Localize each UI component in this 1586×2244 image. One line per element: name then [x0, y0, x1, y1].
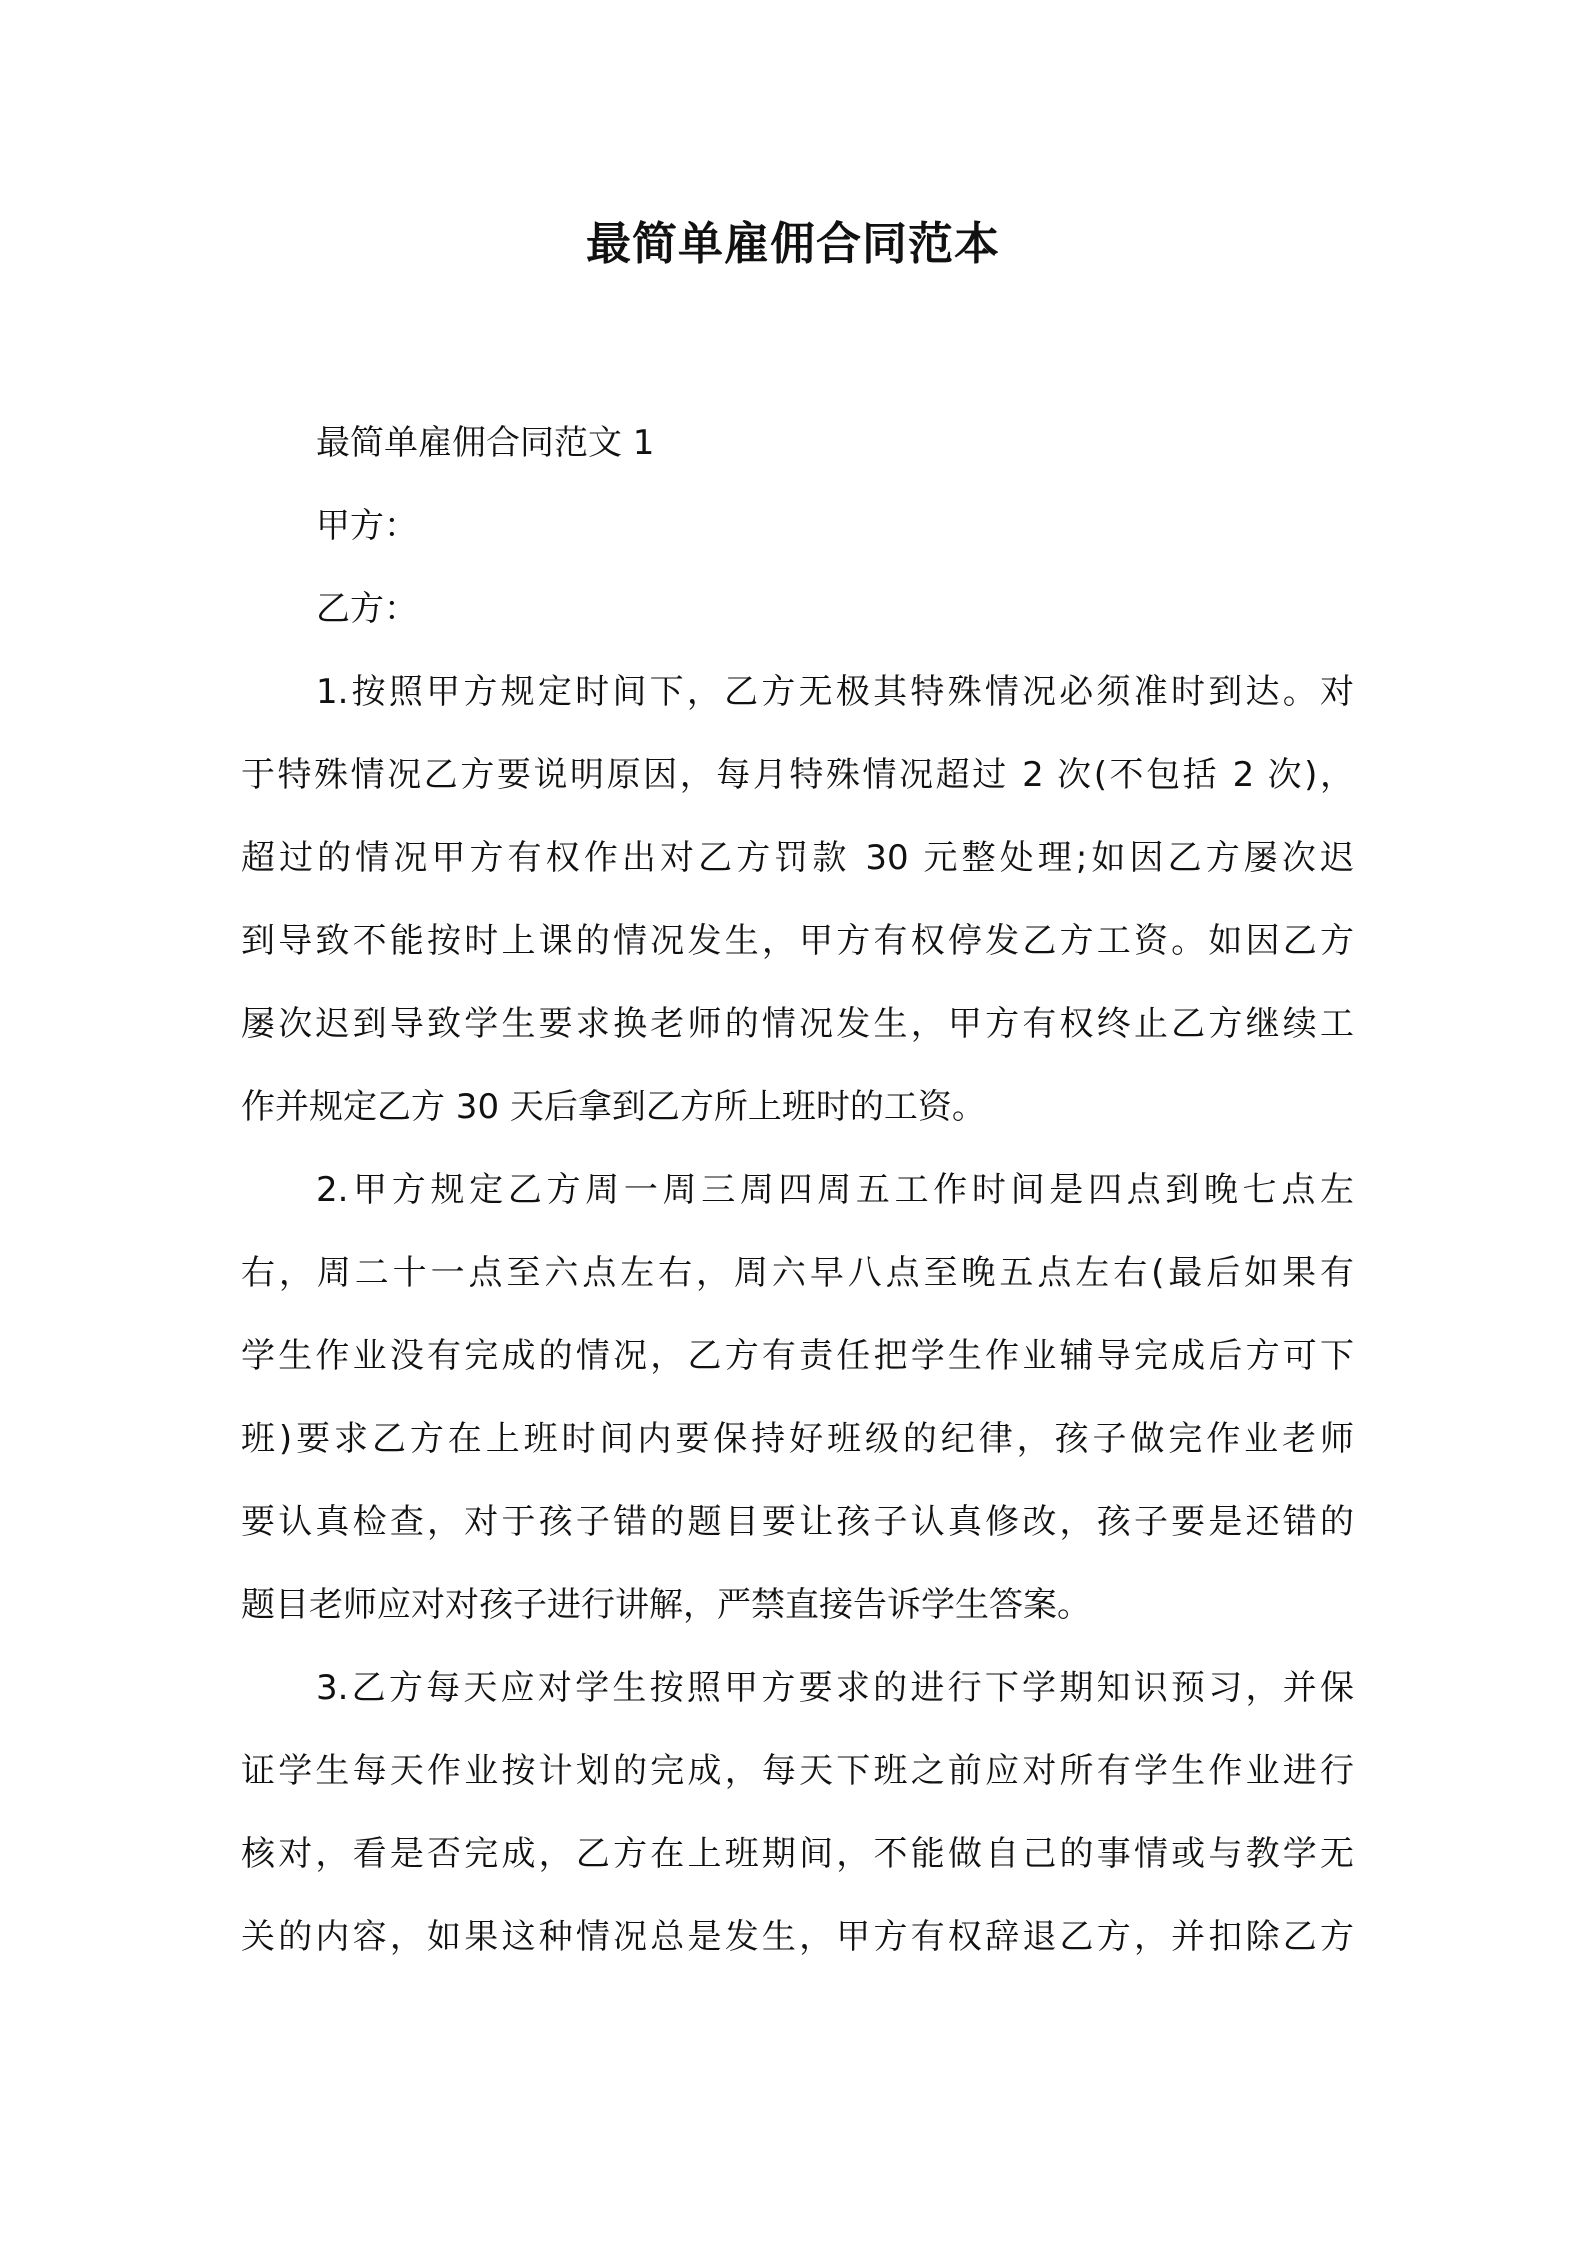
- clause-3-line: 证学生每天作业按计划的完成，每天下班之前应对所有学生作业进行: [241, 1751, 1354, 1791]
- clause-1-line: 作并规定乙方 30 天后拿到乙方所上班时的工资。: [241, 1087, 986, 1127]
- party-a-label: 甲方：: [316, 506, 418, 546]
- clause-3-line: 3.乙方每天应对学生按照甲方要求的进行下学期知识预习，并保: [316, 1668, 1354, 1708]
- clause-2-line: 班)要求乙方在上班时间内要保持好班级的纪律，孩子做完作业老师: [241, 1419, 1354, 1459]
- clause-2-line: 学生作业没有完成的情况，乙方有责任把学生作业辅导完成后方可下: [241, 1336, 1354, 1376]
- clause-1-line: 到导致不能按时上课的情况发生，甲方有权停发乙方工资。如因乙方: [241, 921, 1354, 961]
- clause-3-line: 核对，看是否完成，乙方在上班期间，不能做自己的事情或与教学无: [241, 1834, 1354, 1874]
- clause-1-line: 于特殊情况乙方要说明原因，每月特殊情况超过 2 次(不包括 2 次)，: [241, 755, 1354, 795]
- clause-1-line: 1.按照甲方规定时间下，乙方无极其特殊情况必须准时到达。对: [316, 672, 1354, 712]
- clause-2-line: 2.甲方规定乙方周一周三周四周五工作时间是四点到晚七点左: [316, 1170, 1354, 1210]
- clause-1-line: 屡次迟到导致学生要求换老师的情况发生，甲方有权终止乙方继续工: [241, 1004, 1354, 1044]
- clause-3-line: 关的内容，如果这种情况总是发生，甲方有权辞退乙方，并扣除乙方: [241, 1917, 1354, 1957]
- clause-2-line: 要认真检查，对于孩子错的题目要让孩子认真修改，孩子要是还错的: [241, 1502, 1354, 1542]
- party-b-label: 乙方：: [316, 589, 418, 629]
- document-title: 最简单雇佣合同范本: [585, 217, 1000, 270]
- clause-2-line: 题目老师应对对孩子进行讲解，严禁直接告诉学生答案。: [241, 1585, 1091, 1625]
- clause-2-line: 右，周二十一点至六点左右，周六早八点至晚五点左右(最后如果有: [241, 1253, 1354, 1293]
- clause-1-line: 超过的情况甲方有权作出对乙方罚款 30 元整处理;如因乙方屡次迟: [241, 838, 1354, 878]
- document-body: [241, 402, 1354, 1979]
- section-heading: 最简单雇佣合同范文 1: [316, 423, 655, 463]
